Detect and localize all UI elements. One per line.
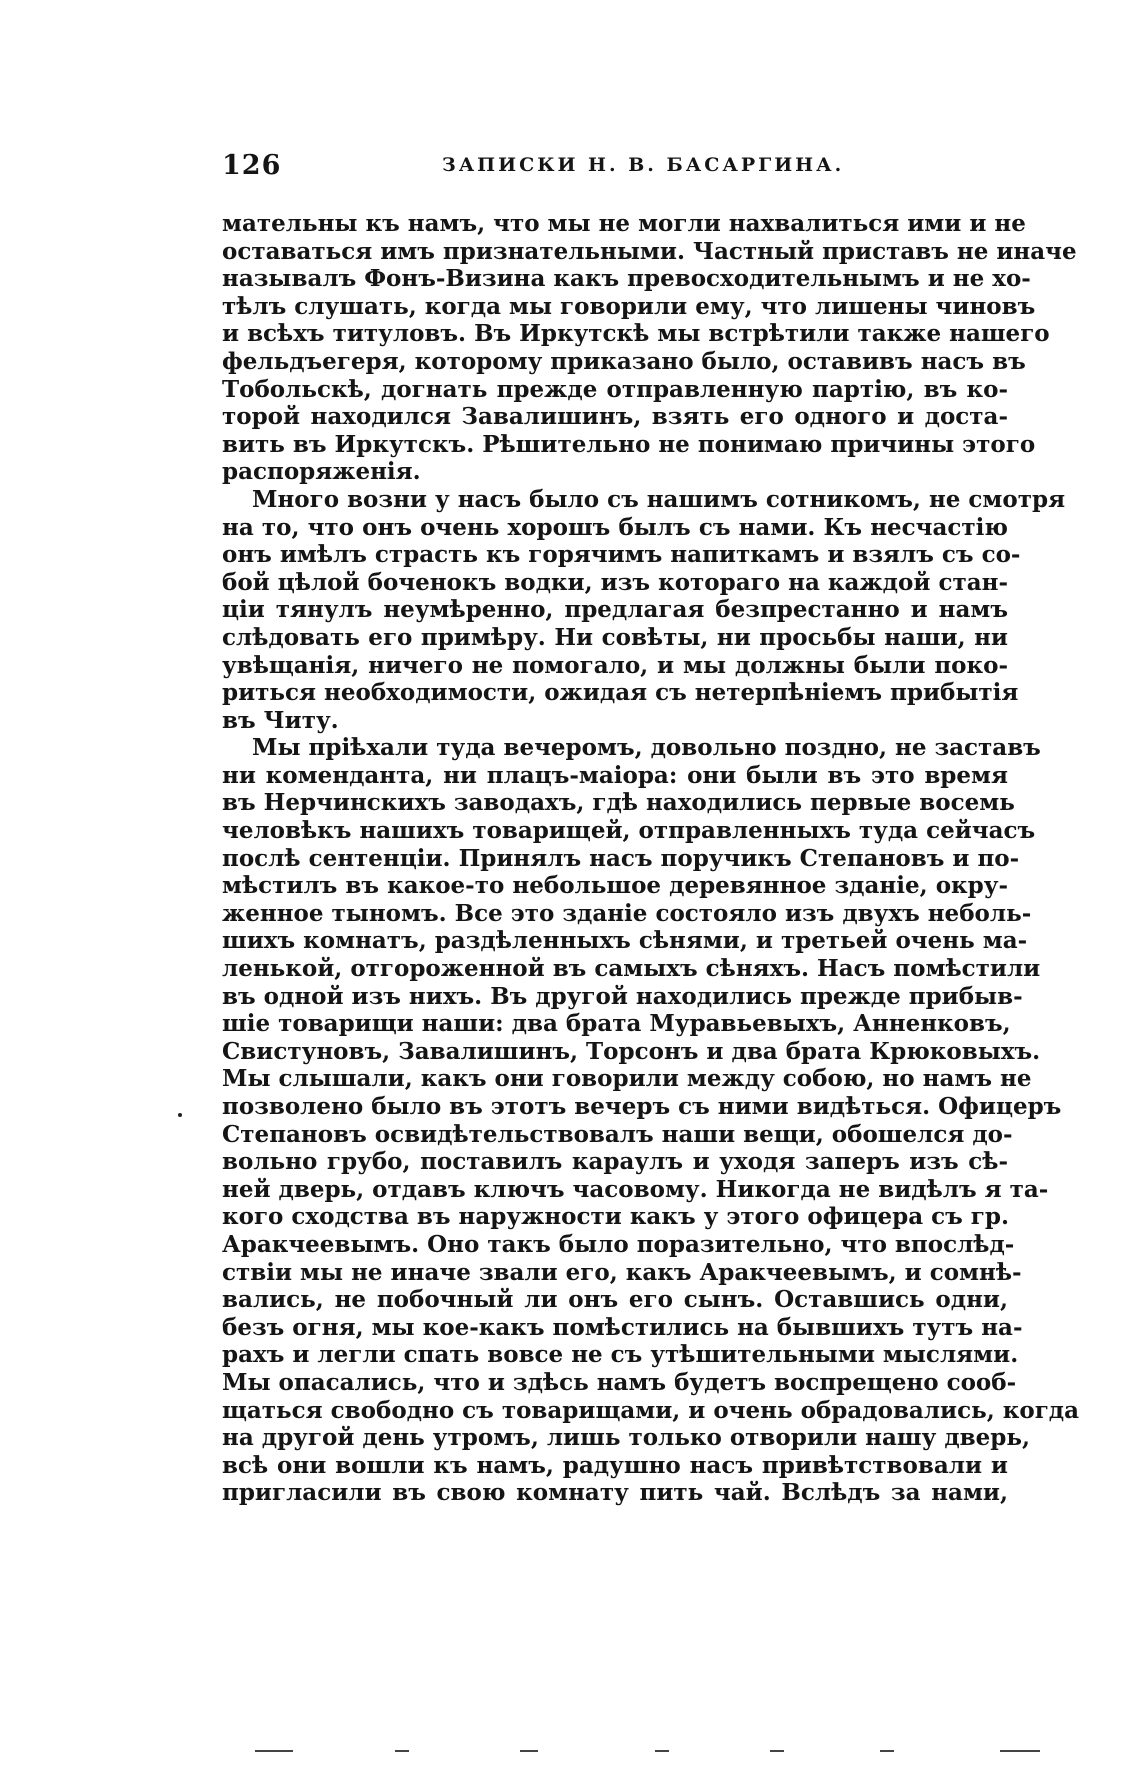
text-line: фельдъегеря, которому приказано было, оставивъ насъ въ bbox=[222, 347, 1026, 375]
text-line: Степановъ освидѣтельствовалъ наши вещи, обошелся до- bbox=[222, 1120, 1013, 1148]
page-header bbox=[222, 150, 1008, 190]
text-line: бой цѣлой боченокъ водки, изъ котораго на каждой стан- bbox=[222, 568, 1008, 596]
text-line: увѣщанія, ничего не помогало, и мы должны были поко- bbox=[222, 651, 1008, 679]
text-line: оставаться имъ признательными. Частный приставъ не иначе bbox=[222, 237, 1077, 265]
running-title: ЗАПИСКИ Н. В. БАСАРГИНА. bbox=[442, 154, 845, 176]
text-line: Мы слышали, какъ они говорили между собою, но намъ не bbox=[222, 1065, 1032, 1093]
text-line: вольно грубо, поставилъ караулъ и уходя заперъ изъ сѣ- bbox=[222, 1148, 1008, 1176]
text-line: ленькой, отгороженной въ самыхъ сѣняхъ. Насъ помѣстили bbox=[222, 955, 1041, 983]
text-line: и всѣхъ титуловъ. Въ Иркутскѣ мы встрѣтили также нашего bbox=[222, 320, 1050, 348]
text-line: человѣкъ нашихъ товарищей, отправленныхъ туда сейчасъ bbox=[222, 817, 1036, 845]
text-line: безъ огня, мы кое-какъ помѣстились на бывшихъ тутъ на- bbox=[222, 1313, 1023, 1341]
text-line: въ Нерчинскихъ заводахъ, гдѣ находились первые восемь bbox=[222, 789, 1015, 817]
text-line: кого сходства въ наружности какъ у этого офицера съ гр. bbox=[222, 1203, 1009, 1231]
text-line: распоряженія. bbox=[222, 458, 421, 486]
edge-mark bbox=[880, 1750, 894, 1752]
edge-mark bbox=[520, 1750, 538, 1752]
text-line: Свистуновъ, Завалишинъ, Торсонъ и два брата Крюковыхъ. bbox=[222, 1037, 1041, 1065]
text-line: въ одной изъ нихъ. Въ другой находились прежде прибыв- bbox=[222, 982, 1023, 1010]
text-line: на другой день утромъ, лишь только отворили нашу дверь, bbox=[222, 1424, 1030, 1452]
text-line: Мы опасались, что и здѣсь намъ будетъ воспрещено сооб- bbox=[222, 1368, 1017, 1396]
text-line: въ Читу. bbox=[222, 706, 339, 734]
edge-mark bbox=[255, 1750, 293, 1752]
text-line: шихъ комнатъ, раздѣленныхъ сѣнями, и третьей очень ма- bbox=[222, 927, 1028, 955]
paragraph-start-line: Мы пріѣхали туда вечеромъ, довольно поздно, не заставъ bbox=[252, 734, 1041, 762]
edge-mark bbox=[655, 1750, 669, 1752]
text-line: пригласили въ свою комнату пить чай. Вслѣдъ за нами, bbox=[222, 1479, 1008, 1507]
text-line: слѣдовать его примѣру. Ни совѣты, ни просьбы наши, ни bbox=[222, 623, 1008, 651]
edge-mark bbox=[770, 1750, 784, 1752]
text-line: шіе товарищи наши: два брата Муравьевыхъ, Анненковъ, bbox=[222, 1010, 1011, 1038]
text-line: риться необходимости, ожидая съ нетерпѣніемъ прибытія bbox=[222, 679, 1019, 707]
text-line: ствіи мы не иначе звали его, какъ Аракчеевымъ, и сомнѣ- bbox=[222, 1258, 1022, 1286]
edge-mark bbox=[395, 1750, 409, 1752]
text-line: ни коменданта, ни плацъ-маіора: они были въ это время bbox=[222, 761, 1008, 789]
text-line: на то, что онъ очень хорошъ былъ съ нами. Къ несчастію bbox=[222, 513, 1008, 541]
text-line: вались, не побочный ли онъ его сынъ. Оставшись одни, bbox=[222, 1286, 1008, 1314]
text-line: всѣ они вошли къ намъ, радушно насъ привѣтствовали и bbox=[222, 1451, 1008, 1479]
text-line: тѣлъ слушать, когда мы говорили ему, что лишены чиновъ bbox=[222, 292, 1036, 320]
text-line: Аракчеевымъ. Оно такъ было поразительно, что впослѣд- bbox=[222, 1230, 1015, 1258]
text-line: вить въ Иркутскъ. Рѣшительно не понимаю причины этого bbox=[222, 430, 1036, 458]
scan-edge-marks bbox=[0, 1750, 1140, 1756]
text-line: послѣ сентенціи. Принялъ насъ поручикъ Степановъ и по- bbox=[222, 844, 1020, 872]
text-line: щаться свободно съ товарищами, и очень обрадовались, когда bbox=[222, 1396, 1080, 1424]
print-speck bbox=[178, 1113, 182, 1117]
text-line: мѣстилъ въ какое-то небольшое деревянное зданіе, окру- bbox=[222, 872, 1008, 900]
text-line: позволено было въ этотъ вечеръ съ ними видѣться. Офицеръ bbox=[222, 1093, 1062, 1120]
edge-mark bbox=[1000, 1750, 1040, 1752]
paragraph-start-line: Много возни у насъ было съ нашимъ сотникомъ, не смотря bbox=[252, 485, 1066, 513]
text-line: ней дверь, отдавъ ключъ часовому. Никогда не видѣлъ я та- bbox=[222, 1175, 1049, 1203]
text-line: торой находился Завалишинъ, взять его одного и доста- bbox=[222, 403, 1008, 431]
page-number: 126 bbox=[222, 150, 282, 181]
text-line: называлъ Фонъ-Визина какъ превосходительнымъ и не хо- bbox=[222, 265, 1031, 293]
text-line: онъ имѣлъ страсть къ горячимъ напиткамъ и взялъ съ со- bbox=[222, 541, 1021, 569]
body-text bbox=[222, 210, 1080, 1507]
text-line: рахъ и легли спать вовсе не съ утѣшительными мыслями. bbox=[222, 1341, 1019, 1369]
text-line: Тобольскѣ, догнать прежде отправленную партію, въ ко- bbox=[222, 375, 1008, 403]
text-line: женное тыномъ. Все это зданіе состояло изъ двухъ неболь- bbox=[222, 899, 1032, 927]
text-line: ціи тянулъ неумѣренно, предлагая безпрестанно и намъ bbox=[222, 596, 1008, 624]
text-line: мательны къ намъ, что мы не могли нахвалиться ими и не bbox=[222, 210, 1026, 237]
